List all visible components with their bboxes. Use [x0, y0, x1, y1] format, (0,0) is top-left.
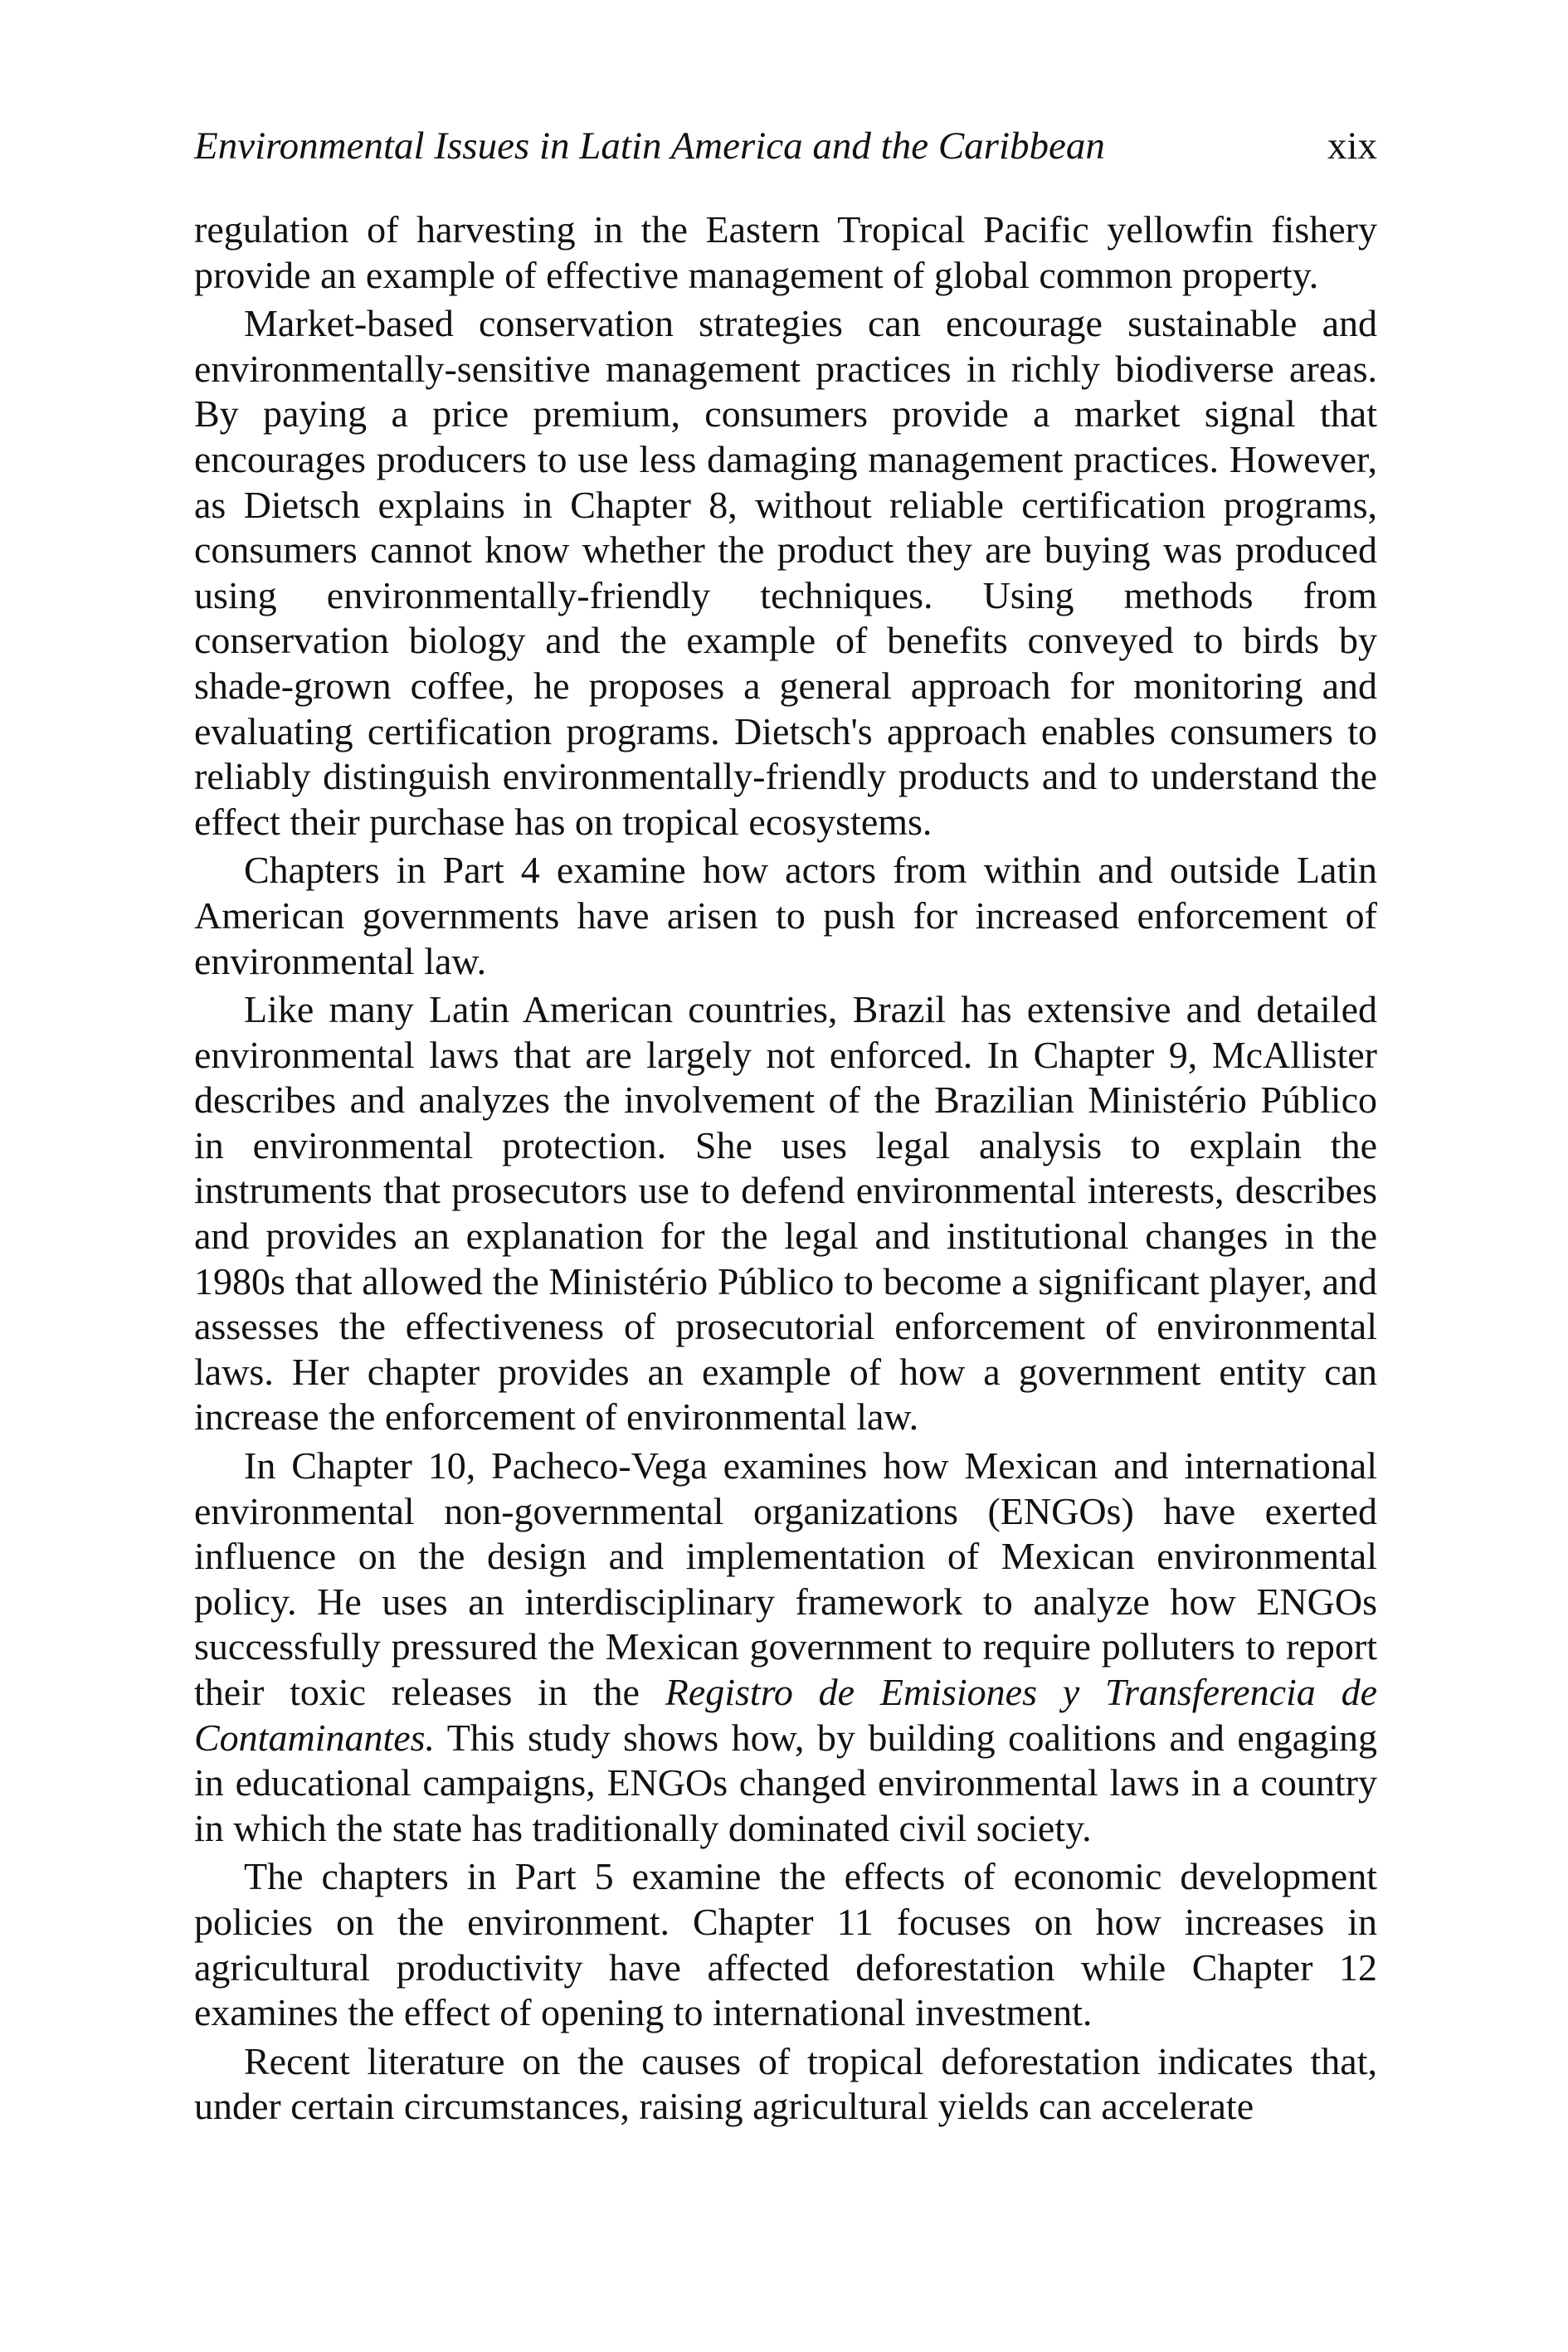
paragraph-market-based-conservation: Market-based conservation strategies can encourage sustainable and environmentally-sensitive management practices in richly biodiverse areas. By paying a price premium, consumers provide a market signal that encourages producers to use less damaging management practices. However, as Dietsch explains in Chapter 8, without reliable certification programs, consumers cannot know whether the product they are buying was produced using environmentally-friendly techniques. Using methods from conservation biology and the example of benefits conveyed to birds by shade-grown coffee, he proposes a general approach for monitoring and evaluating certification programs. Dietsch's approach enables consumers to reliably distinguish environmentally-friendly products and to understand the effect their purchase has on tropical ecosystems. — [194, 302, 1377, 843]
running-head — [194, 121, 1377, 171]
paragraph-tropical-deforestation: Recent literature on the causes of tropical deforestation indicates that, under certain circumstances, raising agricultural yields can accelerate — [194, 2039, 1377, 2128]
italic-registry-title: Registro de Emisiones y Transferencia de Contaminantes. — [194, 1671, 1377, 1759]
paragraph-text-after-italic: This study shows how, by building coalitions and engaging in educational campaigns, ENGOs changed environmental laws in a country in which the state has traditionally dominated civil society. — [194, 1716, 1377, 1849]
paragraph-part-4-intro: Chapters in Part 4 examine how actors from within and outside Latin American governments have arisen to push for increased enforcement of environmental law. — [194, 849, 1377, 982]
running-title: Environmental Issues in Latin America and the Caribbean — [194, 124, 1105, 168]
paragraph-mexico-chapter-10 — [194, 1444, 1377, 1851]
page-number: xix — [1327, 124, 1377, 168]
body-text — [194, 207, 1377, 2130]
paragraph-part-5-intro: The chapters in Part 5 examine the effects of economic development policies on the environment. Chapter 11 focuses on how increases in agricultural productivity have affected deforestation while Chapter 12 examines the effect of opening to international investment. — [194, 1855, 1377, 2034]
paragraph-continued: regulation of harvesting in the Eastern Tropical Pacific yellowfin fishery provide an example of effective management of global common property. — [194, 208, 1377, 296]
paragraph-brazil-chapter-9: Like many Latin American countries, Brazil has extensive and detailed environmental laws that are largely not enforced. In Chapter 9, McAllister describes and analyzes the involvement of the Brazilian Ministério Público in environmental protection. She uses legal analysis to explain the instruments that prosecutors use to defend environmental interests, describes and provides an explanation for the legal and institutional changes in the 1980s that allowed the Ministério Público to become a significant player, and assesses the effectiveness of prosecutorial enforcement of environmental laws. Her chapter provides an example of how a government entity can increase the enforcement of environmental law. — [194, 988, 1377, 1439]
paragraph-text-before-italic: In Chapter 10, Pacheco-Vega examines how Mexican and international environmental non-governmental organizations (ENGOs) have exerted influence on the design and implementation of Mexican environmental policy. He uses an interdisciplinary framework to analyze how ENGOs successfully pressured the Mexican government to require polluters to report their toxic releases in the — [194, 1444, 1377, 1713]
